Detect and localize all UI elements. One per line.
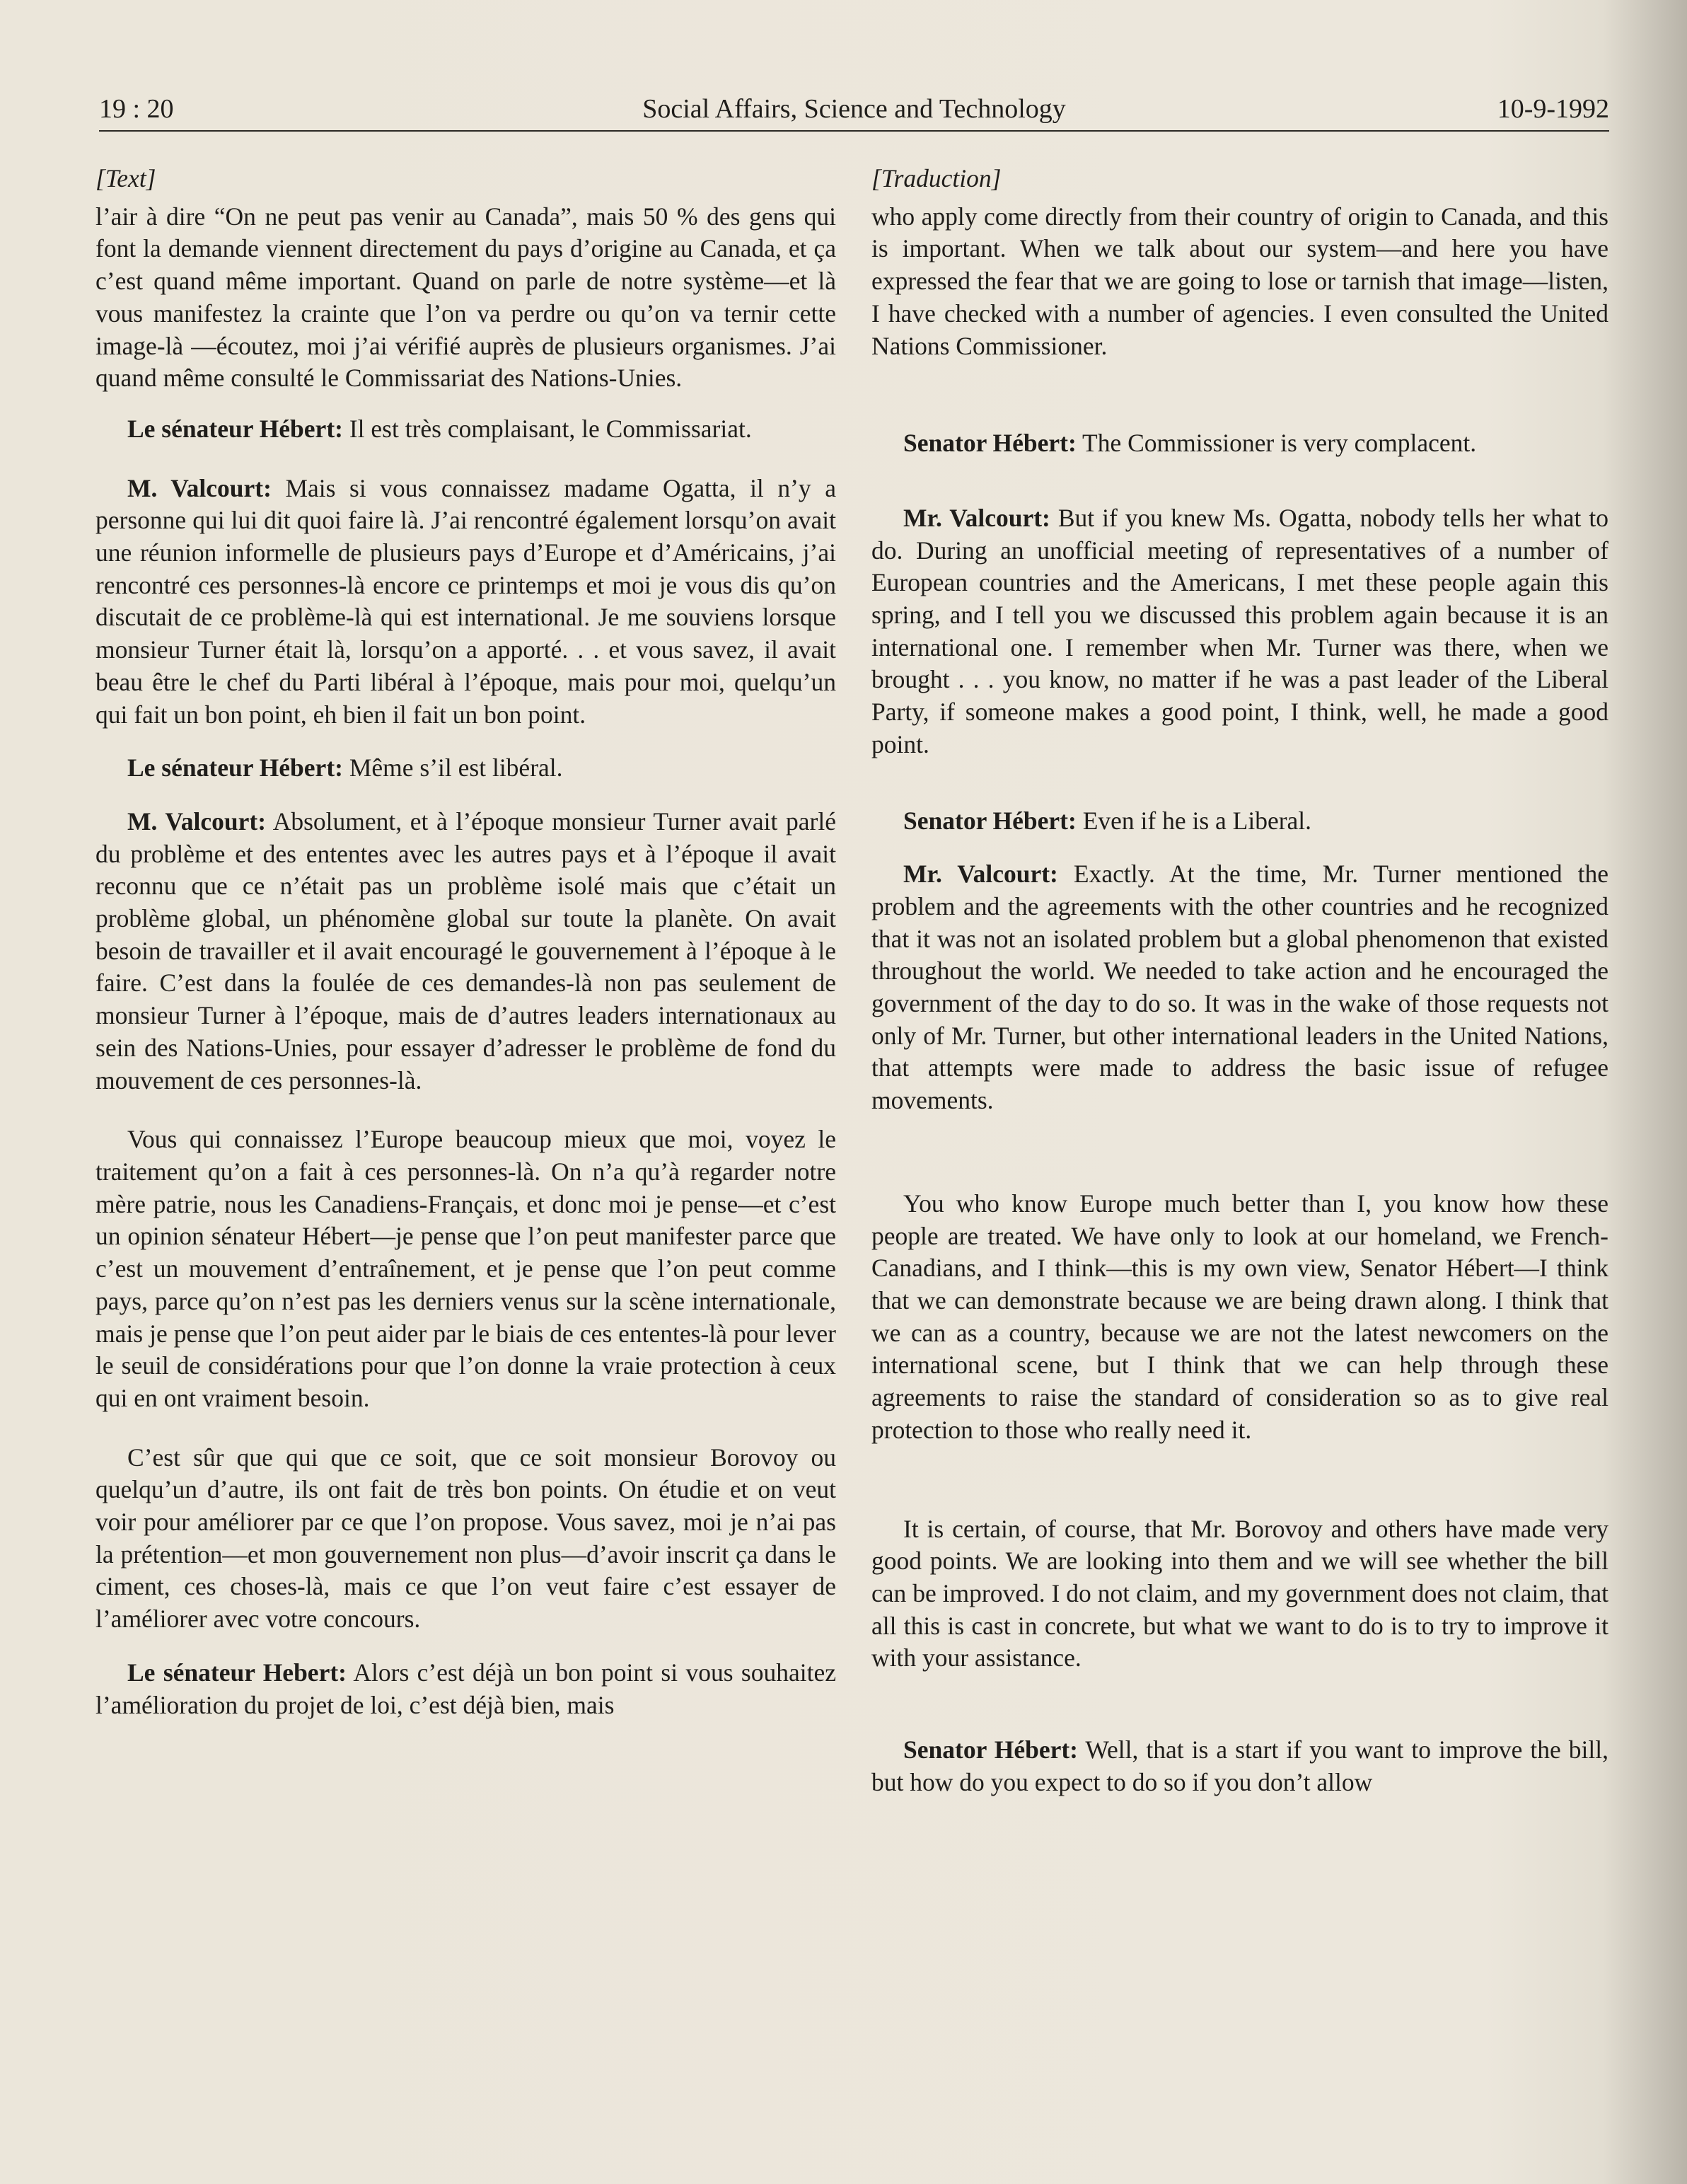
speaker-name: M. Valcourt: — [127, 807, 267, 836]
speech-text: Il est très complaisant, le Commissariat. — [342, 414, 752, 443]
page-date: 10-9-1992 — [1497, 94, 1609, 124]
english-column — [871, 163, 1608, 1798]
paragraph: You who know Europe much better than I, you know how these people are treated. We have only to look at our homeland, we French-Canadians, and I think—this is my own view, Senator Hébert—I think that we can demonstrate because we are being drawn along. I think that we can as a country, because we are not the latest newcomers on the international scene, but I think that we can help through these agreements to raise the standard of consideration so as to give real protection to those who really need it. — [871, 1189, 1608, 1444]
speech-text: Absolument, et à l’époque monsieur Turner avait parlé du problème et des ententes avec les autres pays et à l’époque il avait reconnu que ce n’était pas un problème isolé mais que c’était un problème global, un phénomène global sur toute la planète. On avait besoin de travailler et il avait encouragé le gouvernement à l’époque à le faire. C’est dans la foulée de ces demandes-là non pas seulement de monsieur Turner à l’époque, mais de d’autres leaders internationaux au sein des Nations-Unies, pour essayer d’adresser le problème de fond du mouvement de ces personnes-là. — [95, 807, 836, 1094]
paragraph — [95, 1657, 836, 1721]
paragraph — [95, 752, 836, 785]
paragraph: Vous qui connaissez l’Europe beaucoup mieux que moi, voyez le traitement qu’on a fait à ces personnes-là. On n’a qu’à regarder notre mère patrie, nous les Canadiens-Français, et donc moi je pense—et c’est un opinion sénateur Hébert—je pense que l’on peut manifester parce que c’est un mouvement d’entraînement, et je pense que l’on peut comme pays, parce qu’on n’est pas les derniers venus sur la scène internationale, mais je pense que l’on peut aider par le biais de ces ententes-là pour lever le seuil de considérations pour que l’on donne la vraie protection à ceux qui en ont vraiment besoin. — [95, 1125, 836, 1412]
speaker-name: Senator Hébert: — [903, 1735, 1078, 1764]
paragraph: C’est sûr que qui que ce soit, que ce soit monsieur Borovoy ou quelqu’un d’autre, ils ont fait de très bon points. On étudie et on veut voir pour améliorer par ce que l’on propose. Vous savez, moi je n’ai pas la prétention—et mon gouvernement non plus—d’avoir inscrit ça dans le ciment, ces choses-là, mais ce que l’on veut faire c’est essayer de l’améliorer avec votre concours. — [95, 1443, 836, 1634]
speech-text: Exactly. At the time, Mr. Turner mentioned the problem and the agreements with the other countries and he recognized that it was not an isolated problem but a global phenomenon that existed throughout the world. We needed to take action and he encouraged the government of the day to do so. It was in the wake of those requests not only of Mr. Turner, but other international leaders in the United Nations, that attempts were made to address the basic issue of refugee movements. — [871, 860, 1608, 1115]
paragraph: l’air à dire “On ne peut pas venir au Canada”, mais 50 % des gens qui font la demande viennent directement du pays d’origine au Canada, et ça c’est quand même important. Quand on parle de notre système—et là vous manifestez la crainte que l’on va perdre ou qu’on va ternir cette image-là —écoutez, moi j’ai vérifié auprès de plusieurs organismes. J’ai quand même consulté le Commissariat des Nations-Unies. — [95, 202, 836, 393]
speaker-name: Senator Hébert: — [903, 806, 1077, 835]
page-header — [99, 91, 1609, 132]
column-label: [Text] — [95, 164, 156, 192]
speaker-name: Senator Hébert: — [903, 429, 1077, 458]
speech-text: Well, that is a start if you want to improve the bill, but how do you expect to do so if you don’t allow — [871, 1735, 1608, 1796]
speech-text: Even if he is a Liberal. — [1076, 806, 1312, 835]
speaker-name: Mr. Valcourt: — [903, 860, 1058, 889]
speech-text: The Commissioner is very complacent. — [1076, 429, 1477, 458]
speaker-name: Le sénateur Hébert: — [127, 414, 343, 443]
paragraph: who apply come directly from their country of origin to Canada, and this is important. When we talk about our system—and here you have expressed the fear that we are going to lose or tarnish that image—listen, I have checked with a number of agencies. I even consulted the United Nations Commissioner. — [871, 202, 1608, 360]
paragraph — [871, 427, 1608, 460]
column-label: [Traduction] — [871, 164, 1002, 192]
paragraph — [871, 858, 1608, 1117]
paragraph — [871, 805, 1608, 838]
speech-text: Mais si vous connaissez madame Ogatta, il n’y a personne qui lui dit quoi faire là. J’ai rencontré également lorsqu’on avait une réunion informelle de plusieurs pays d’Europe et d’Américains, j’ai rencontré ces personnes-là encore ce printemps et moi je vous dis qu’on discutait de ce problème-là qui est international. Je me souviens lorsque monsieur Turner était là, lorsqu’on a apporté. . . et vous savez, il avait beau être le chef du Parti libéral à l’époque, mais pour moi, quelqu’un qui fait un bon point, eh bien il fait un bon point. — [95, 473, 836, 729]
paragraph: It is certain, of course, that Mr. Borovoy and others have made very good points. We are looking into them and we will see whether the bill can be improved. I do not claim, and my government does not claim, that all this is cast in concrete, but what we want to do is to try to improve it with your assistance. — [871, 1514, 1608, 1672]
speaker-name: Le sénateur Hébert: — [127, 753, 343, 782]
paragraph — [871, 1734, 1608, 1798]
paragraph — [95, 806, 836, 1097]
paragraph — [871, 502, 1608, 761]
speech-text: But if you knew Ms. Ogatta, nobody tells her what to do. During an unofficial meeting of representatives of a number of European countries and the Americans, I met these people again this spring, and I tell you we discussed this problem again because it is an international one. I remember when Mr. Turner was there, when we brought . . . you know, no matter if he was a past leader of the Liberal Party, if someone makes a good point, I think, well, he made a good point. — [871, 503, 1608, 758]
speech-text: Alors c’est déjà un bon point si vous souhaitez l’amélioration du projet de loi, c’est déjà bien, mais — [95, 1658, 836, 1719]
french-column — [95, 163, 836, 1721]
speaker-name: Mr. Valcourt: — [903, 503, 1050, 532]
speaker-name: M. Valcourt: — [127, 473, 272, 502]
page-number: 19 : 20 — [99, 94, 174, 124]
speech-text: Même s’il est libéral. — [342, 753, 563, 782]
paragraph — [95, 473, 836, 732]
running-title: Social Affairs, Science and Technology — [642, 94, 1066, 124]
paragraph — [95, 413, 836, 446]
speaker-name: Le sénateur Hebert: — [127, 1658, 347, 1687]
